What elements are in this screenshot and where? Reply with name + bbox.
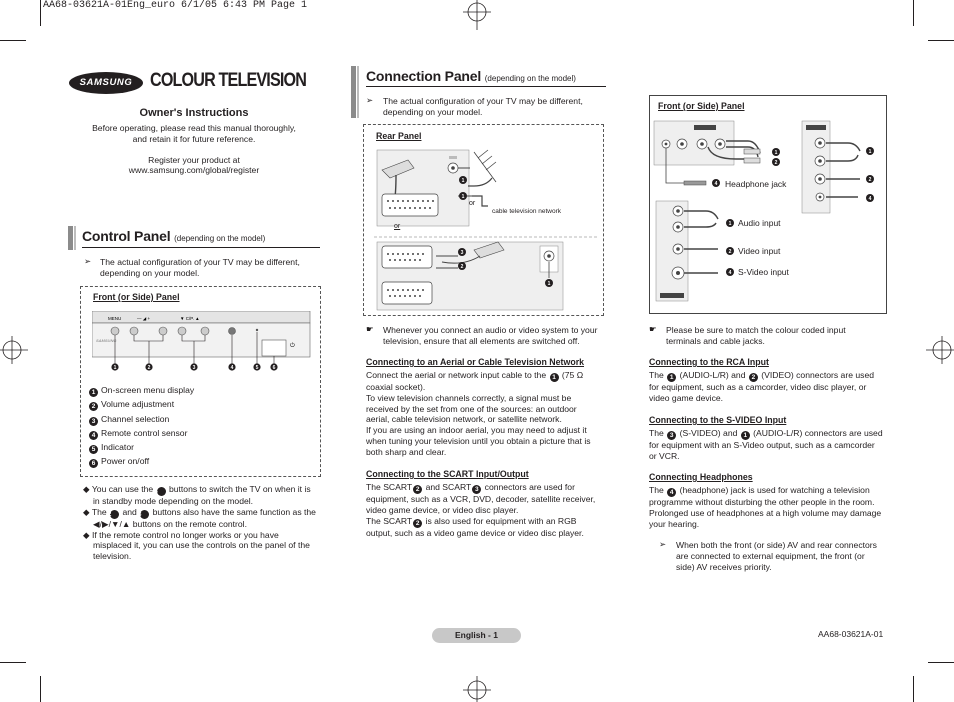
or-label: or [469,200,476,207]
tip-arrow-icon: ➢ [659,539,667,549]
scart-section [366,469,606,538]
svg-text:6: 6 [272,364,276,371]
menu-button[interactable] [111,327,119,335]
list-item [89,440,194,454]
scart-line: equipment, such as a VCR, DVD, decoder, satellite receiver, [366,494,596,504]
tip-arrow-icon: ➢ [366,95,374,105]
svideo-line: for equipment with an S-Video output, such as a camcorder [649,440,875,450]
number-badge: 3 [89,417,98,426]
connection-panel-title [366,68,576,84]
tip-line: side) AV receives priority. [676,561,772,572]
list-item [89,426,194,440]
item-label: Channel selection [101,413,170,424]
note-line: in standby mode depending on the model. [93,496,254,506]
tip-line: The actual configuration of your TV may be different, [100,257,300,267]
svg-text:5: 5 [255,364,259,371]
list-item [89,383,194,397]
tip-line: are connected to external equipment, the front (or [676,550,865,561]
note-bullet: ◆ The 2 and 3 buttons also have the same function as the [83,506,316,518]
item-label: Power on/off [101,456,150,467]
svideo-heading: Connecting to the S-VIDEO Input [649,415,787,425]
owners-line: Register your product at [148,154,240,165]
ch-down-button[interactable] [178,327,186,335]
svideo-line: or VCR. [649,450,680,461]
registration-mark-icon [0,332,36,368]
registration-mark-icon [459,672,495,702]
svg-text:1: 1 [113,364,117,371]
indicator-light [256,329,258,331]
page-title: COLOUR TELEVISION [150,70,307,91]
svg-text:1: 1 [461,178,465,184]
control-items-list [89,383,194,469]
ch-label: ▼ C/P. ▲ [180,316,200,321]
divider [366,86,606,87]
crop-mark [928,40,954,41]
crop-mark [0,40,26,41]
aerial-line: To view television channels correctly, a signal must be [366,392,572,403]
warning-line: Whenever you connect an audio or video system to your [383,325,598,335]
menu-label: MENU [108,316,122,321]
scart-line: output, such as a video game device or video disc player. [366,527,584,538]
crop-mark [0,662,26,663]
svg-text:3: 3 [460,250,464,256]
list-item [89,397,194,411]
power-icon: ⏻ [290,342,295,349]
svg-text:1: 1 [868,149,872,155]
warning-line: television, ensure that all elements are switched off. [383,335,580,346]
headphones-heading: Connecting Headphones [649,472,753,482]
svg-text:4: 4 [714,181,718,187]
connection-note: (depending on the model) [484,74,576,83]
rca-line: video game device. [649,392,724,403]
svg-text:1: 1 [547,281,551,287]
remote-sensor [229,328,236,335]
crop-mark [913,0,914,26]
svg-text:4: 4 [728,270,732,276]
section-bar [351,66,356,118]
side-panel-label: Front (or Side) Panel [658,101,745,111]
number-badge: 2 [89,402,98,411]
section-bar [68,226,73,250]
tip-line: depending on your model. [383,106,483,117]
aerial-line: Connect the aerial or network input cable to the 1 (75 Ω [366,370,584,381]
document-code: AA68-03621A-01 [818,629,884,639]
number-badge: 5 [89,445,98,454]
svg-text:1: 1 [728,221,732,227]
rca-line: for equipment, such as a camcorder, video disc player, or [649,382,867,392]
connection-tip [383,96,583,118]
rca-line: The 1 (AUDIO-L/R) and 2 (VIDEO) connectors are used [649,370,875,381]
aerial-heading: Connecting to an Aerial or Cable Television Network [366,357,585,367]
aerial-line: both sharp and clear. [366,446,447,457]
vol-up-button[interactable] [159,327,167,335]
tip-line: When both the front (or side) AV and rear connectors [676,540,877,550]
page-number-badge: English - 1 [432,628,521,643]
aerial-line: when tuning your television until you obtain a picture that is [366,435,591,446]
crop-mark [913,676,914,702]
owners-heading: Owner's Instructions [139,107,249,119]
headphones-section [649,472,894,529]
front-tip [676,540,877,572]
power-button[interactable] [262,340,286,356]
cable-network-label: cable television network [492,208,562,215]
control-notes [83,484,323,562]
svideo-input-label: S-Video input [738,267,789,277]
connection-warning [383,325,597,347]
audio-input-label: Audio input [738,218,781,228]
scart-line: video game device, or video disc player. [366,504,519,515]
scart-heading: Connecting to the SCART Input/Output [366,469,529,479]
note-bullet: ◆ If the remote control no longer works or you have [83,529,279,540]
svg-text:2: 2 [728,249,732,255]
or-label: or [394,223,401,230]
svg-text:2: 2 [868,177,872,183]
svg-text:1: 1 [774,150,778,156]
note-line: television. [93,551,132,562]
owners-block [69,107,319,176]
note-line: misplaced it, you can use the controls on the panel of the [93,540,310,551]
number-badge: 1 [89,388,98,397]
list-item [89,454,194,468]
svg-text:2: 2 [147,364,151,371]
list-item [89,412,194,426]
hand-pointer-icon: ☛ [366,324,374,334]
warning-line: terminals and cable jacks. [666,335,765,346]
registration-mark-icon [918,332,954,368]
vol-down-button[interactable] [130,327,138,335]
headphone-jack-label: Headphone jack [725,179,787,189]
rca-section [649,357,894,404]
tip-line: The actual configuration of your TV may be different, [383,96,583,106]
brand-text: SAMSUNG [79,77,133,88]
rear-panel-diagram [374,146,599,312]
headphones-line: your hearing. [649,518,700,529]
scart-line: The SCART 2 is also used for equipment with an RGB [366,515,577,527]
item-label: Remote control sensor [101,427,188,438]
svideo-line: The 3 (S-VIDEO) and 1 (AUDIO-L/R) connectors are used [649,428,883,439]
control-note: (depending on the model) [174,234,266,243]
control-panel-diagram [92,311,312,373]
crop-mark [40,0,41,26]
registration-mark-icon [459,0,495,36]
aerial-line: aerial, cable television network, or satellite network. [366,414,562,425]
svg-text:2: 2 [460,264,464,270]
svg-text:3: 3 [192,364,196,371]
divider [82,247,320,248]
print-slug: AA68-03621A-01Eng_euro 6/1/05 6:43 PM Page 1 [43,0,308,11]
front-panel-label: Front (or Side) Panel [93,292,180,302]
connection-title-text: Connection Panel [366,68,482,84]
ch-up-button[interactable] [201,327,209,335]
scart-line: The SCART 2 and SCART 3 connectors are used for [366,482,575,493]
svg-text:2: 2 [774,160,778,166]
number-badge: 6 [89,459,98,468]
item-label: On-screen menu display [101,385,195,395]
owners-line: and retain it for future reference. [132,133,256,144]
vol-label: — ◢ + [137,316,151,321]
svg-text:1: 1 [461,194,465,200]
rca-heading: Connecting to the RCA Input [649,357,769,367]
headphones-line: The 4 (headphone) jack is used for watching a television [649,485,870,496]
samsung-mini-logo: SAMSUNG [96,338,117,343]
section-bar [357,66,359,118]
crop-mark [40,676,41,702]
item-label: Volume adjustment [101,399,175,410]
svg-text:4: 4 [868,196,872,202]
control-title-text: Control Panel [82,228,171,244]
tip-arrow-icon: ➢ [84,256,92,266]
hand-pointer-icon: ☛ [649,324,657,334]
svg-text:4: 4 [230,364,234,371]
control-panel-title [82,228,265,244]
rear-panel-label: Rear Panel [376,131,422,141]
item-label: Indicator [101,442,134,453]
tip-line: depending on your model. [100,267,200,278]
note-bullet: ◆ You can use the 3 buttons to switch the TV on when it is [83,484,311,495]
warning-line: Please be sure to match the colour coded input [666,325,846,335]
front-warning [666,325,846,347]
aerial-line: received by the set from one of the sources: an outdoor [366,403,577,414]
section-bar [74,226,76,250]
headphones-line: Prolonged use of headphones at a high volume may damage [649,507,882,518]
samsung-logo [69,72,143,94]
register-link[interactable]: www.samsung.com/global/register [128,165,260,176]
crop-mark [928,662,954,663]
video-input-label: Video input [738,246,781,256]
aerial-line: If you are using an indoor aerial, you may need to adjust it [366,425,587,436]
control-tip [100,257,300,279]
note-line: ◀/▶/▼/▲ buttons on the remote control. [93,518,247,529]
aerial-section [366,357,606,458]
svideo-section [649,415,894,462]
headphones-line: programme without disturbing the other people in the room. [649,497,875,507]
owners-line: Before operating, please read this manual thoroughly, [92,123,296,133]
side-panel-diagram [652,115,884,311]
aerial-line: coaxial socket). [366,382,426,392]
number-badge: 4 [89,431,98,440]
